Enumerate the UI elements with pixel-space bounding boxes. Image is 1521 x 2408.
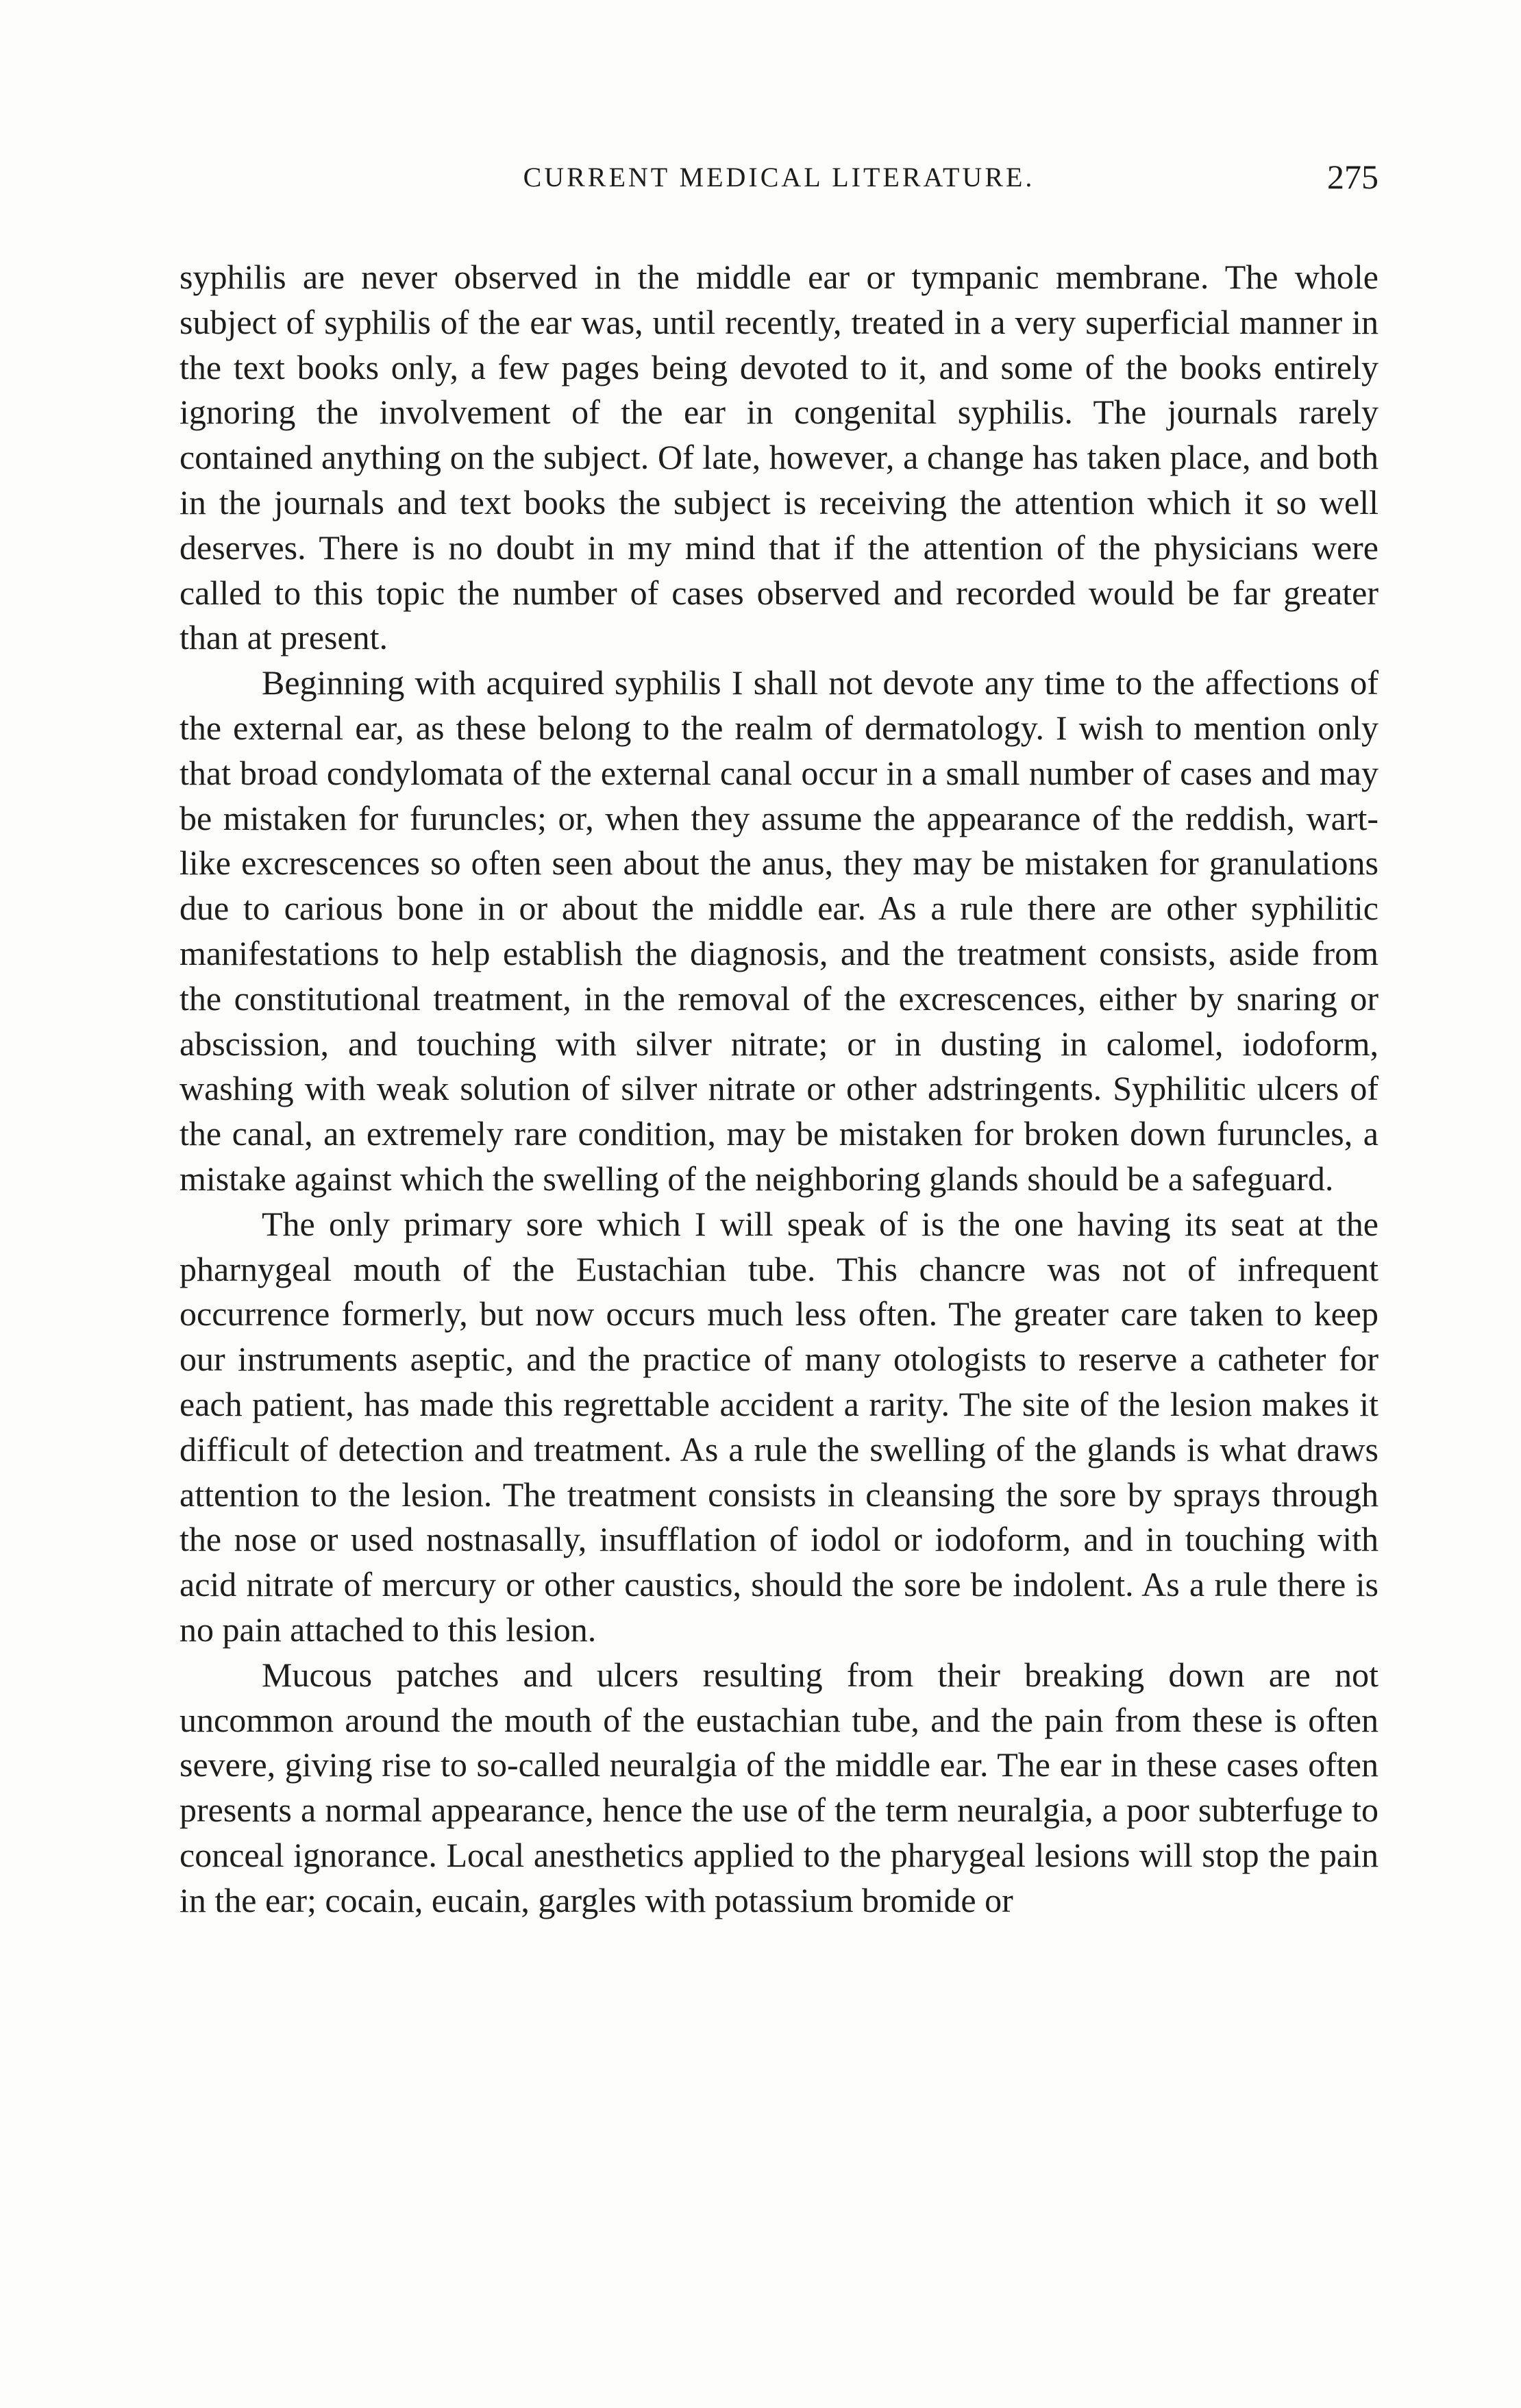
- paragraph-acquired-syphilis: Beginning with acquired syphilis I shall not devote any time to the affections of the external ear, as these belong to the realm of dermatology. I wish to mention only that broad condylomata of the external canal occur in a small number of cases and may be mistaken for furuncles; or, when they assume the appearance of the reddish, wart-like excrescences so often seen about the anus, they may be mistaken for granulations due to carious bone in or about the middle ear. As a rule there are other syphilitic manifestations to help establish the diagnosis, and the treatment consists, aside from the constitutional treatment, in the removal of the excrescences, either by snaring or abscission, and touching with silver nitrate; or in dusting in calomel, iodoform, washing with weak solution of silver nitrate or other adstringents. Syphilitic ulcers of the canal, an extremely rare condition, may be mistaken for broken down furuncles, a mistake against which the swelling of the neighboring glands should be a safeguard.: [180, 663, 1378, 1198]
- paragraph-primary-sore: The only primary sore which I will speak of is the one having its seat at the pharnygeal mouth of the Eustachian tube. This chancre was not of infrequent occurrence formerly, but now occurs much less often. The greater care taken to keep our instruments aseptic, and the practice of many otologists to reserve a catheter for each patient, has made this regrettable accident a rarity. The site of the lesion makes it difficult of detection and treatment. As a rule the swelling of the glands is what draws attention to the lesion. The treatment consists in cleansing the sore by sprays through the nose or used nostnasally, insufflation of iodol or iodoform, and in touching with acid nitrate of mercury or other caustics, should the sore be indolent. As a rule there is no pain attached to this lesion.: [180, 1204, 1378, 1649]
- paragraph-continued: syphilis are never observed in the middle ear or tympanic membrane. The whole subject of syphilis of the ear was, until recently, treated in a very superficial manner in the text books only, a few pages being devoted to it, and some of the books entirely ignoring the involvement of the ear in congenital syphilis. The journals rarely contained anything on the subject. Of late, however, a change has taken place, and both in the journals and text books the subject is receiving the attention which it so well deserves. There is no doubt in my mind that if the attention of the physicians were called to this topic the number of cases observed and recorded would be far greater than at present.: [180, 258, 1378, 657]
- running-title: CURRENT MEDICAL LITERATURE.: [523, 162, 1035, 193]
- page-number: 275: [1327, 158, 1378, 196]
- paragraph-mucous-patches: Mucous patches and ulcers resulting from their breaking down are not uncommon around the mouth of the eustachian tube, and the pain from these is often severe, giving rise to so-called neuralgia of the middle ear. The ear in these cases often presents a normal appearance, hence the use of the term neuralgia, a poor subterfuge to conceal ignorance. Local anesthetics applied to the pharygeal lesions will stop the pain in the ear; cocain, eucain, gargles with potassium bromide or: [180, 1655, 1378, 1919]
- running-header: [180, 158, 1378, 209]
- body-text: [180, 255, 1378, 1923]
